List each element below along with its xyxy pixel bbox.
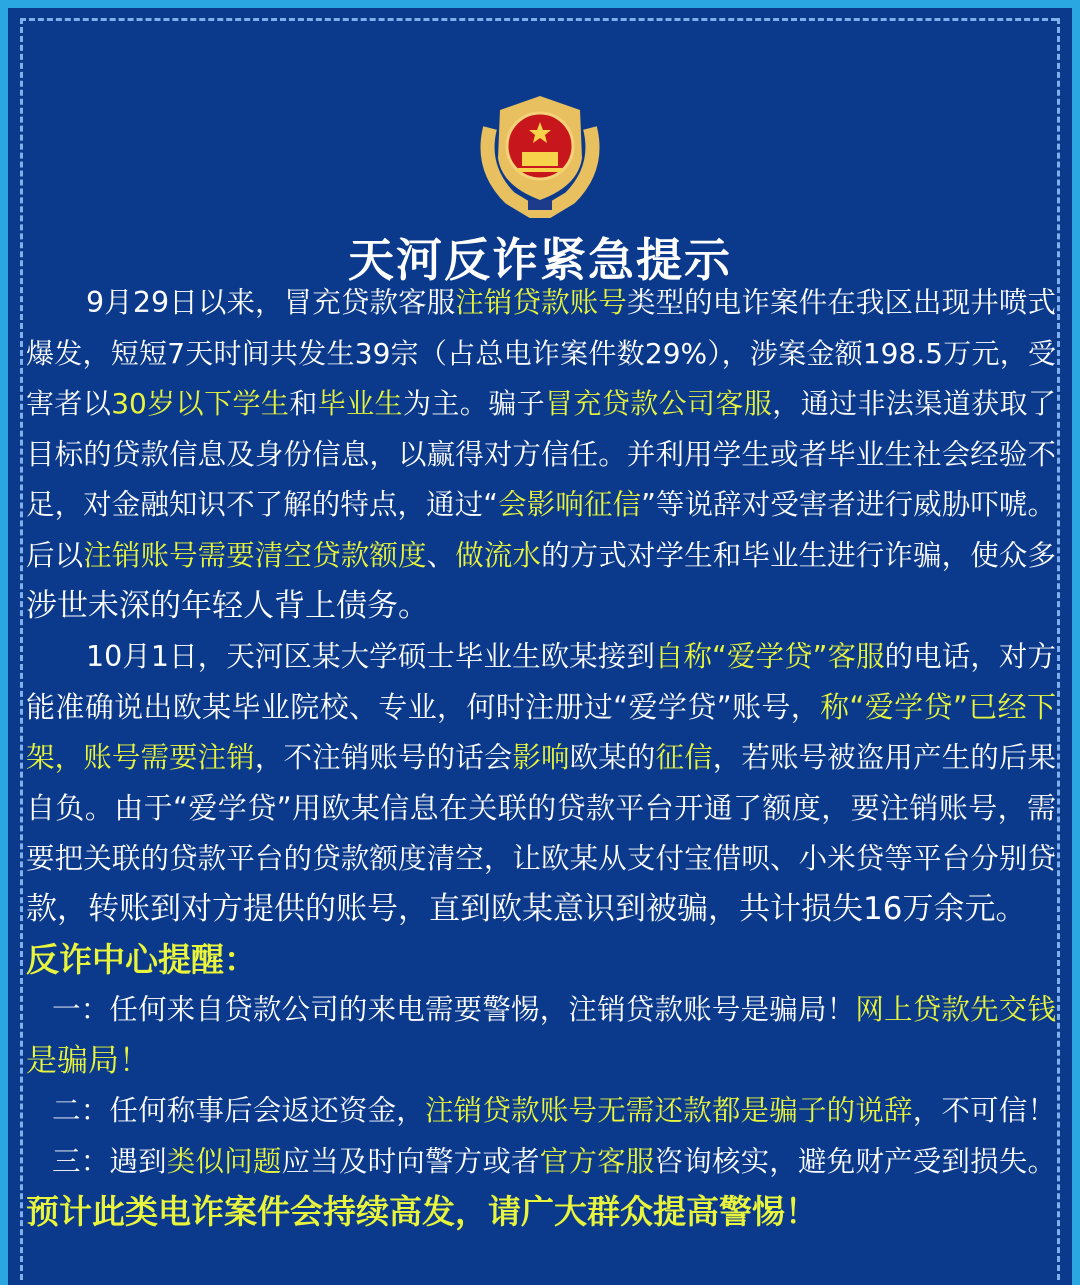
text-segment: 和 xyxy=(289,387,318,420)
highlighted-text: 征信 xyxy=(655,740,713,774)
highlighted-text: 官方客服 xyxy=(539,1144,655,1178)
text-segment: 应当及时向警方或者 xyxy=(281,1144,540,1178)
reminder-heading xyxy=(26,935,1056,986)
highlighted-text: 做流水 xyxy=(455,538,542,572)
text-segment: ，不注销账号的话会 xyxy=(254,740,513,774)
text-line xyxy=(26,834,1056,885)
text-line xyxy=(26,1036,1056,1087)
text-segment: ，若账号被盗用产生的后果 xyxy=(712,740,1056,774)
highlighted-text: 会影响征信 xyxy=(498,488,642,521)
dashed-border-right xyxy=(1057,18,1060,1280)
text-segment: ，不可信！ xyxy=(912,1094,1056,1127)
text-segment: 目标的贷款信息及身份信息，以赢得对方信任。并利用学生或者毕业生社会经验不 xyxy=(26,437,1056,471)
page-title: 天河反诈紧急提示 xyxy=(348,233,732,287)
highlighted-text: 30岁以下学生 xyxy=(111,387,290,420)
highlighted-text: 架，账号需要注销 xyxy=(26,740,255,774)
text-line xyxy=(26,581,1056,632)
text-segment: 的方式对学生和毕业生进行诈骗，使众多 xyxy=(541,538,1056,572)
text-line xyxy=(26,985,1056,1036)
text-segment: 二：任何称事后会返还资金， xyxy=(52,1094,425,1127)
text-segment: 为主。骗子 xyxy=(402,387,546,420)
text-segment: 款，转账到对方提供的账号，直到欧某意识到被骗，共计损失16万余元。 xyxy=(26,891,1027,927)
text-line xyxy=(26,430,1056,481)
text-line xyxy=(26,632,1056,683)
text-line xyxy=(26,329,1056,380)
highlighted-text: 是骗局！ xyxy=(26,1042,150,1079)
text-line xyxy=(26,783,1056,834)
text-line xyxy=(26,531,1056,582)
text-line xyxy=(26,682,1056,733)
highlighted-text: 毕业生 xyxy=(317,387,403,420)
text-segment: 欧某的 xyxy=(569,740,656,774)
text-line xyxy=(26,733,1056,784)
highlighted-text: 注销贷款账号无需还款都是骗子的说辞 xyxy=(424,1094,913,1127)
text-line xyxy=(26,1137,1056,1188)
text-segment: 9月29日以来，冒充贷款客服 xyxy=(86,286,456,319)
text-segment: 咨询核实，避免财产受到损失。 xyxy=(654,1144,1056,1178)
text-segment: ，通过非法渠道获取了 xyxy=(772,387,1056,420)
text-segment: 要把关联的贷款平台的贷款额度清空，让欧某从支付宝借呗、小米贷等平台分别贷 xyxy=(26,841,1056,875)
text-line xyxy=(26,480,1056,531)
text-segment: 足，对金融知识不了解的特点，通过“ xyxy=(26,488,499,521)
highlighted-text: 反诈中心提醒： xyxy=(26,939,257,979)
police-emblem-icon xyxy=(470,88,610,218)
highlighted-text: 注销贷款账号 xyxy=(455,286,627,319)
text-segment: 涉世未深的年轻人背上债务。 xyxy=(26,588,429,624)
text-segment: 害者以 xyxy=(26,387,112,420)
text-segment: 、 xyxy=(426,538,456,572)
highlighted-text: 注销账号需要清空贷款额度 xyxy=(83,538,427,572)
text-segment: 10月1日，天河区某大学硕士毕业生欧某接到 xyxy=(86,639,655,673)
text-segment: 三：遇到 xyxy=(52,1144,167,1178)
highlighted-text: 影响 xyxy=(512,740,570,774)
highlighted-text: 称“爱学贷”已经下 xyxy=(820,690,1056,724)
text-segment: 后以 xyxy=(26,538,84,572)
text-segment: ”等说辞对受害者进行威胁吓唬。 xyxy=(641,488,1056,521)
highlighted-text: 自称“爱学贷”客服 xyxy=(654,639,885,673)
text-line xyxy=(26,1086,1056,1137)
article-body xyxy=(26,278,1056,1238)
text-segment: 类型的电诈案件在我区出现井喷式 xyxy=(626,286,1056,319)
text-segment: 能准确说出欧某毕业院校、专业，何时注册过“爱学贷”账号， xyxy=(26,690,821,724)
text-line xyxy=(26,278,1056,329)
text-line xyxy=(26,379,1056,430)
highlighted-text: 类似问题 xyxy=(166,1144,282,1178)
text-segment: 一：任何来自贷款公司的来电需要警惕，注销贷款账号是骗局！ xyxy=(52,993,856,1026)
highlighted-text: 网上贷款先交钱 xyxy=(855,993,1056,1026)
reminder-heading xyxy=(26,1187,1056,1238)
text-segment: 的电话，对方 xyxy=(884,639,1057,673)
highlighted-text: 预计此类电诈案件会持续高发，请广大群众提高警惕！ xyxy=(26,1192,818,1231)
highlighted-text: 冒充贷款公司客服 xyxy=(545,387,773,420)
text-segment: 自负。由于“爱学贷”用欧某信息在关联的贷款平台开通了额度，要注销账号，需 xyxy=(26,791,1056,825)
text-line xyxy=(26,884,1056,935)
text-segment: 爆发，短短7天时间共发生39宗（占总电诈案件数29%），涉案金额198.5万元，受 xyxy=(26,336,1056,370)
